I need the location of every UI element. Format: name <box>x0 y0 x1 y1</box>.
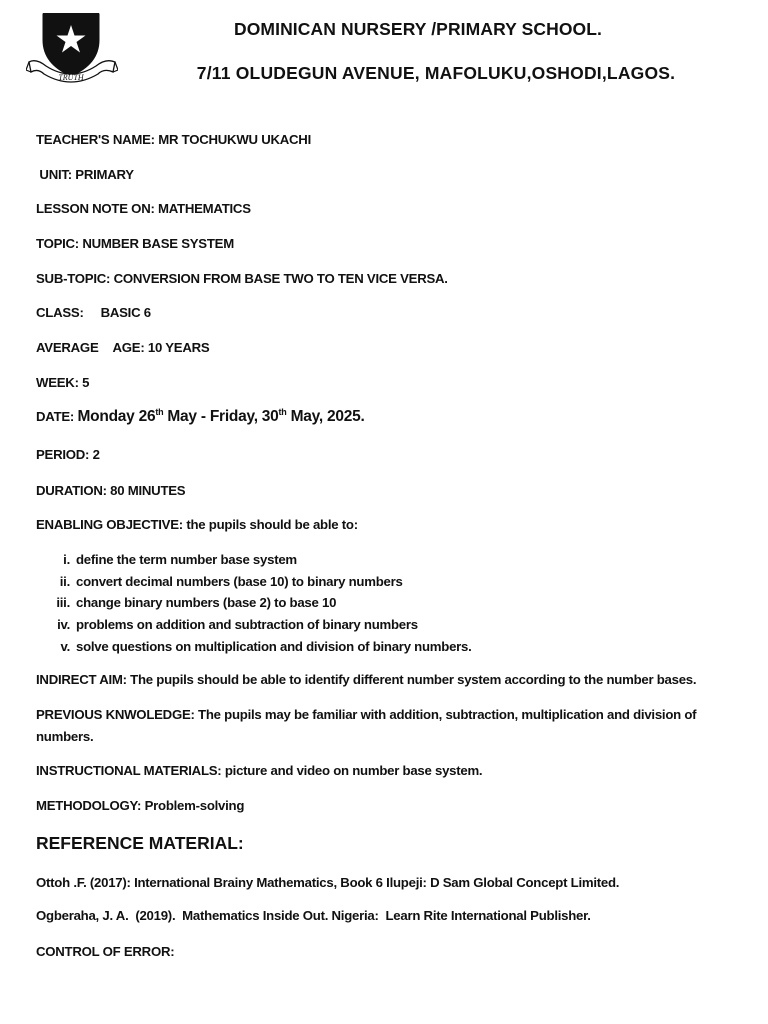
indirect-aim: INDIRECT AIM: The pupils should be able to identify different number system according to the number bases. <box>36 672 697 687</box>
reference-1: Ottoh .F. (2017): International Brainy Mathematics, Book 6 Ilupeji: D Sam Global Concept Limited. <box>36 875 620 890</box>
control-of-error: CONTROL OF ERROR: <box>36 944 175 959</box>
class-line <box>36 305 151 320</box>
methodology: METHODOLOGY: Problem-solving <box>36 798 245 813</box>
sub-topic: SUB-TOPIC: CONVERSION FROM BASE TWO TO TEN VICE VERSA. <box>36 271 448 286</box>
age-value: AGE: 10 YEARS <box>112 340 210 355</box>
school-address: 7/11 OLUDEGUN AVENUE, MAFOLUKU,OSHODI,LAGOS. <box>196 63 676 83</box>
objectives-list <box>50 549 472 657</box>
date-line <box>36 408 365 426</box>
unit: UNIT: PRIMARY <box>36 167 134 182</box>
school-name: DOMINICAN NURSERY /PRIMARY SCHOOL. <box>233 19 602 39</box>
list-item: i. define the term number base system <box>63 552 297 567</box>
reference-2: Ogberaha, J. A. (2019). Mathematics Inside Out. Nigeria: Learn Rite International Publisher. <box>36 908 591 923</box>
previous-knowledge: PREVIOUS KNWOLEDGE: The pupils may be familiar with addition, subtraction, multiplication and division of numbers. <box>36 707 697 744</box>
list-item: ii. convert decimal numbers (base 10) to binary numbers <box>59 573 403 589</box>
teacher-name: TEACHER'S NAME: MR TOCHUKWU UKACHI <box>36 132 311 147</box>
enabling-objective: ENABLING OBJECTIVE: the pupils should be able to: <box>36 517 358 532</box>
topic: TOPIC: NUMBER BASE SYSTEM <box>36 236 234 251</box>
logo-motto: TRUTH <box>58 73 84 82</box>
average-age-line <box>36 340 209 355</box>
school-crest-logo <box>26 10 118 88</box>
list-item: v. solve questions on multiplication and division of binary numbers. <box>60 638 472 654</box>
class-value: BASIC 6 <box>100 305 151 320</box>
date-value: Monday 26th May - Friday, 30th May, 2025. <box>77 406 365 425</box>
list-item: iv. problems on addition and subtraction of binary numbers <box>57 617 418 633</box>
class-label: CLASS: <box>36 305 84 320</box>
reference-heading: REFERENCE MATERIAL: <box>36 833 244 853</box>
date-label: DATE: <box>36 409 75 424</box>
period: PERIOD: 2 <box>36 447 100 462</box>
list-item: iii. change binary numbers (base 2) to base 10 <box>56 595 337 611</box>
instructional-materials: INSTRUCTIONAL MATERIALS: picture and video on number base system. <box>36 763 483 778</box>
age-label: AVERAGE <box>36 340 99 355</box>
duration: DURATION: 80 MINUTES <box>36 483 186 498</box>
lesson-note: LESSON NOTE ON: MATHEMATICS <box>36 201 251 216</box>
week: WEEK: 5 <box>36 375 90 390</box>
